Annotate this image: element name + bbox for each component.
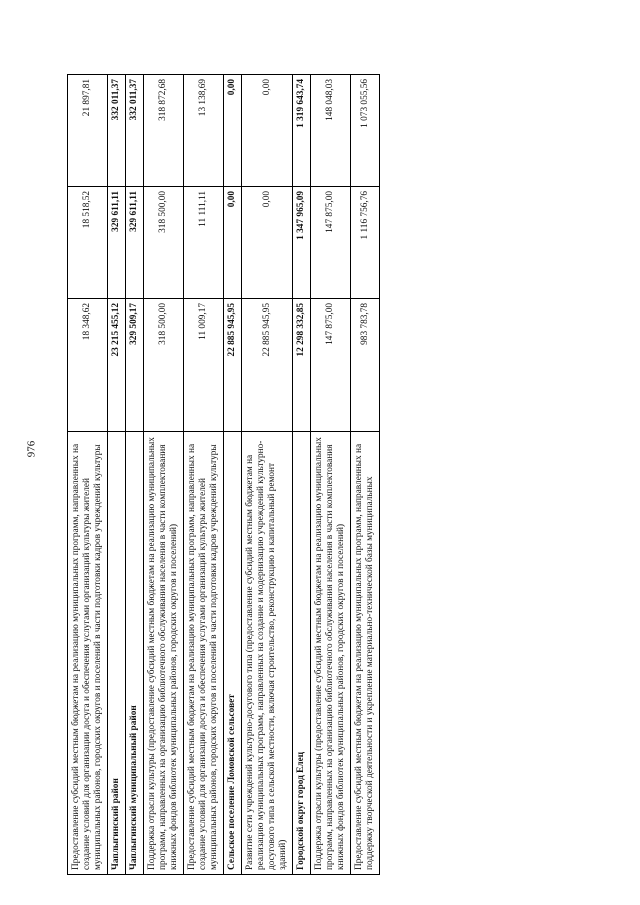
table-row — [126, 75, 144, 875]
row-value-2: 18 518,52 — [68, 187, 108, 299]
row-value-3: 1 073 055,56 — [351, 75, 380, 187]
row-value-3: 332 011,37 — [108, 75, 126, 187]
row-value-3: 318 872,68 — [144, 75, 184, 187]
table-row — [351, 75, 380, 875]
table-row — [144, 75, 184, 875]
rotated-table-container — [67, 75, 587, 875]
row-value-2: 329 611,11 — [126, 187, 144, 299]
row-value-2: 318 500,00 — [144, 187, 184, 299]
page-number — [22, 440, 40, 464]
row-value-1: 11 009,17 — [184, 299, 224, 432]
row-description: Предоставление субсидий местным бюджетам на реализацию муниципальных программ, направленных на поддержку творческой деятельности и укрепление материально-технической базы муниципальных — [351, 432, 380, 875]
row-description: Городской округ город Елец — [293, 432, 311, 875]
row-value-1: 23 215 455,12 — [108, 299, 126, 432]
row-description: Предоставление субсидий местным бюджетам на реализацию муниципальных программ, направленных на создание условий для организации досуга и обеспечения услугами организаций культуры жителей муниципальных районов, городских округов и поселений в части подготовки кадров учреждений культуры — [184, 432, 224, 875]
row-value-2: 11 111,11 — [184, 187, 224, 299]
row-value-1: 147 875,00 — [311, 299, 351, 432]
budget-table — [67, 74, 380, 875]
row-value-3: 0,00 — [224, 75, 242, 187]
row-description: Чаплыгинский муниципальный район — [126, 432, 144, 875]
row-value-3: 21 897,81 — [68, 75, 108, 187]
row-value-1: 983 783,78 — [351, 299, 380, 432]
row-value-2: 0,00 — [242, 187, 293, 299]
page-number-text: 976 — [25, 440, 37, 458]
row-value-3: 0,00 — [242, 75, 293, 187]
table-row — [311, 75, 351, 875]
table-row — [68, 75, 108, 875]
table-row — [293, 75, 311, 875]
row-value-3: 13 138,69 — [184, 75, 224, 187]
table-row — [242, 75, 293, 875]
table-row — [108, 75, 126, 875]
row-value-1: 12 298 332,85 — [293, 299, 311, 432]
table-row — [224, 75, 242, 875]
row-description: Развитие сети учреждений культурно-досугового типа (предоставление субсидий местным бюджетам на реализацию муниципальных программ, направленных на создание и модернизацию учреждений культурно-досугового типа в сельской местности, включая строительство, реконструкцию и капитальный ремонт зданий) — [242, 432, 293, 875]
row-value-2: 0,00 — [224, 187, 242, 299]
row-description: Предоставление субсидий местным бюджетам на реализацию муниципальных программ, направленных на создание условий для организации досуга и обеспечения услугами организаций культуры жителей муниципальных районов, городских округов и поселений в части подготовки кадров учреждений культуры — [68, 432, 108, 875]
row-value-3: 1 319 643,74 — [293, 75, 311, 187]
row-value-2: 1 347 965,09 — [293, 187, 311, 299]
table-row — [184, 75, 224, 875]
row-value-1: 22 885 945,95 — [224, 299, 242, 432]
row-value-2: 1 116 756,76 — [351, 187, 380, 299]
row-value-3: 332 011,37 — [126, 75, 144, 187]
row-value-3: 148 048,03 — [311, 75, 351, 187]
row-value-1: 22 885 945,95 — [242, 299, 293, 432]
row-value-1: 18 348,62 — [68, 299, 108, 432]
row-description: Поддержка отрасли культуры (предоставление субсидий местным бюджетам на реализацию муниципальных программ, направленных на организацию библиотечного обслуживания населения в части комплектования книжных фондов библиотек муниципальных районов, городских округов и поселений) — [144, 432, 184, 875]
row-description: Поддержка отрасли культуры (предоставление субсидий местным бюджетам на реализацию муниципальных программ, направленных на организацию библиотечного обслуживания населения в части комплектования книжных фондов библиотек муниципальных районов, городских округов и поселений) — [311, 432, 351, 875]
row-value-1: 318 500,00 — [144, 299, 184, 432]
row-description: Сельское поселение Ломовской сельсовет — [224, 432, 242, 875]
row-value-2: 147 875,00 — [311, 187, 351, 299]
row-value-1: 329 509,17 — [126, 299, 144, 432]
row-value-2: 329 611,11 — [108, 187, 126, 299]
row-description: Чаплыгинский район — [108, 432, 126, 875]
